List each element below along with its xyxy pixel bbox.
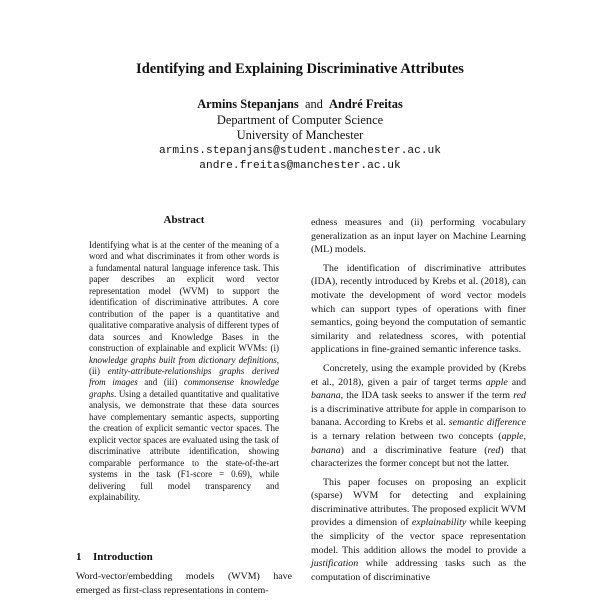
section-number: 1 <box>76 551 82 563</box>
paragraph-example: Concretely, using the example provided by (Krebs et al., 2018), given a pair of target terms apple and banana, the IDA task seeks to answer if the term red is a discriminative attribute for apple in comparison to banana. According to Krebs et al. semantic difference is a ternary relation between two concepts (apple, banana) and a discriminative feature (red) that characterizes the former concept but not the latter. <box>311 362 527 470</box>
right-column <box>311 216 526 584</box>
abstract-body <box>89 240 279 503</box>
paper-title: Identifying and Explaining Discriminative Attributes <box>136 61 464 77</box>
paragraph-focus: This paper focuses on proposing an explicit (sparse) WVM for detecting and explaining discriminative attributes. The proposed explicit WVM provides a dimension of explainability while keeping the simplicity of the vector space representation model. This addition allows the model to provide a justification while addressing tasks such as the computation of discriminative <box>311 476 527 583</box>
email-2: andre.freitas@manchester.ac.uk <box>199 160 401 173</box>
author-names <box>0 97 600 113</box>
section-heading-introduction <box>76 551 292 563</box>
author-1: Armins Stepanjans <box>197 97 299 111</box>
author-2: André Freitas <box>329 97 403 111</box>
email-1: armins.stepanjans@student.manchester.ac.uk <box>159 144 441 157</box>
section-title: Introduction <box>93 551 153 563</box>
paragraph-ida: The identification of discriminative attributes (IDA), recently introduced by Krebs et al. (2018), can motivate the development of word vector models which can support types of operations with finer semantics, going beyond the computation of semantic similarity and relatedness scores, with potential applications in fine-grained semantic inference tasks. <box>311 262 526 356</box>
author-block <box>0 97 600 175</box>
abstract-heading: Abstract <box>163 214 205 226</box>
introduction-body <box>76 570 292 597</box>
department: Department of Computer Science <box>216 112 384 127</box>
paragraph-continuation: edness measures and (ii) performing vocabulary generalization as an input layer on Machine Learning (ML) models. <box>311 217 526 256</box>
abstract-text: Identifying what is at the center of the meaning of a word and what discriminates it from other words is a fundamental natural language inference task. This paper describes an explicit word vector representation model (WVM) to support the identification of discriminative attributes. A core contribution of the paper is a quantitative and qualitative comparative analysis of different types of data sources and Knowledge Bases in the construction of explainable and explicit WVMs: (i) knowledge graphs built from dictionary definitions, (ii) entity-attribute-relationships graphs derived from images and (iii) commonsense knowledge graphs. Using a detailed quantitative and qualitative analysis, we demonstrate that these data sources have complementary semantic aspects, supporting the creation of explicit semantic vector spaces. The explicit vector spaces are evaluated using the task of discriminative attribute identification, showing comparable performance to the state-of-the-art systems in the task (F1-score = 0.69), while delivering full model transparency and explainability. <box>89 240 279 502</box>
introduction-paragraph: Word-vector/embedding models (WVM) have emerged as first-class representations in contem- <box>76 571 292 596</box>
author-conjunction: and <box>304 97 323 111</box>
university: University of Manchester <box>236 128 364 143</box>
